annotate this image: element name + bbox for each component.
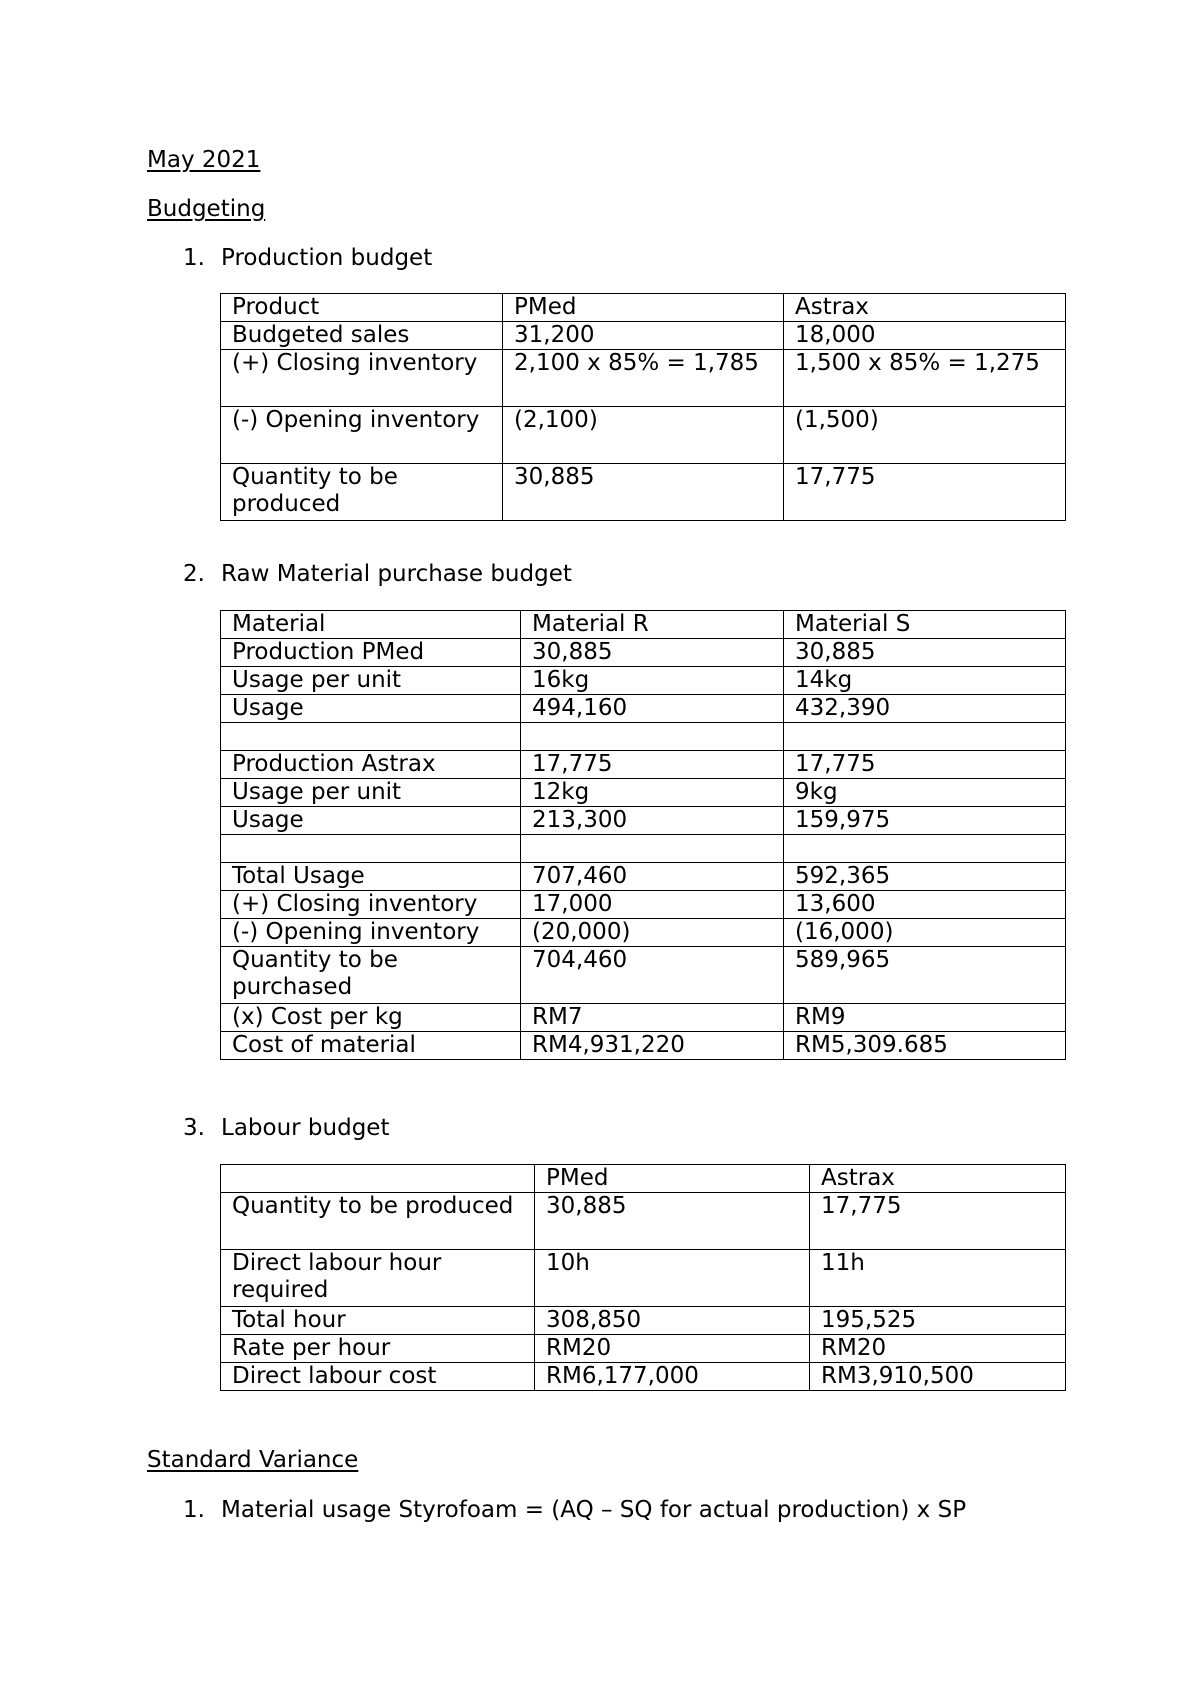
table-row bbox=[221, 919, 1066, 947]
table-cell: Direct labour hour required bbox=[221, 1250, 535, 1307]
material-usage-formula bbox=[183, 1496, 966, 1524]
table-header-cell: Product bbox=[221, 294, 503, 322]
table-cell: 17,775 bbox=[784, 464, 1066, 521]
table-row bbox=[221, 807, 1066, 835]
table-cell: Quantity to be produced bbox=[221, 1193, 535, 1250]
table-cell: RM7 bbox=[521, 1004, 784, 1032]
table-row bbox=[221, 1250, 1066, 1307]
table-cell: 13,600 bbox=[784, 891, 1066, 919]
table-cell: 16kg bbox=[521, 667, 784, 695]
list-title: Material usage Styrofoam = (AQ – SQ for actual production) x SP bbox=[221, 1497, 967, 1523]
standard-variance-heading: Standard Variance bbox=[147, 1447, 359, 1473]
table-cell: (1,500) bbox=[784, 407, 1066, 464]
table-header-cell: Material bbox=[221, 611, 521, 639]
table-cell: RM9 bbox=[784, 1004, 1066, 1032]
table-cell: (-) Opening inventory bbox=[221, 407, 503, 464]
table-row bbox=[221, 464, 1066, 521]
table-cell: 1,500 x 85% = 1,275 bbox=[784, 350, 1066, 407]
table-cell: 432,390 bbox=[784, 695, 1066, 723]
list-number: 1. bbox=[183, 1497, 205, 1523]
table-cell: Usage per unit bbox=[221, 779, 521, 807]
table-cell: 9kg bbox=[784, 779, 1066, 807]
list-title: Production budget bbox=[221, 245, 433, 271]
table-cell: 707,460 bbox=[521, 863, 784, 891]
table-row bbox=[221, 667, 1066, 695]
table-cell: 11h bbox=[810, 1250, 1066, 1307]
labour-budget-heading bbox=[183, 1114, 389, 1142]
list-title: Raw Material purchase budget bbox=[221, 561, 572, 587]
table-cell: RM5,309.685 bbox=[784, 1032, 1066, 1060]
table-row bbox=[221, 695, 1066, 723]
table-row bbox=[221, 947, 1066, 1004]
table-row bbox=[221, 1032, 1066, 1060]
table-row bbox=[221, 639, 1066, 667]
labour-budget-table bbox=[220, 1164, 1066, 1391]
table-cell: 14kg bbox=[784, 667, 1066, 695]
table-cell: Quantity to be produced bbox=[221, 464, 503, 521]
table-header-cell: Astrax bbox=[810, 1165, 1066, 1193]
table-cell bbox=[221, 723, 521, 751]
list-number: 1. bbox=[183, 245, 205, 271]
table-cell: Usage per unit bbox=[221, 667, 521, 695]
table-header-cell: PMed bbox=[503, 294, 784, 322]
table-header-cell: Material S bbox=[784, 611, 1066, 639]
table-cell: (16,000) bbox=[784, 919, 1066, 947]
production-budget-table bbox=[220, 293, 1066, 521]
table-cell: 31,200 bbox=[503, 322, 784, 350]
table-cell: (-) Opening inventory bbox=[221, 919, 521, 947]
table-cell: (x) Cost per kg bbox=[221, 1004, 521, 1032]
table-row bbox=[221, 891, 1066, 919]
material-budget-table bbox=[220, 610, 1066, 1060]
table-cell: 18,000 bbox=[784, 322, 1066, 350]
table-cell: Direct labour cost bbox=[221, 1363, 535, 1391]
table-cell: Rate per hour bbox=[221, 1335, 535, 1363]
table-cell bbox=[521, 835, 784, 863]
table-cell: 704,460 bbox=[521, 947, 784, 1004]
table-cell: 30,885 bbox=[521, 639, 784, 667]
table-header-row bbox=[221, 1165, 1066, 1193]
table-row bbox=[221, 407, 1066, 464]
table-cell: (+) Closing inventory bbox=[221, 350, 503, 407]
table-row bbox=[221, 1307, 1066, 1335]
table-header-row bbox=[221, 611, 1066, 639]
table-row bbox=[221, 751, 1066, 779]
table-cell: 10h bbox=[535, 1250, 810, 1307]
table-cell: 159,975 bbox=[784, 807, 1066, 835]
budgeting-heading: Budgeting bbox=[147, 196, 266, 222]
table-cell: (2,100) bbox=[503, 407, 784, 464]
table-cell: Quantity to be purchased bbox=[221, 947, 521, 1004]
table-cell: 30,885 bbox=[535, 1193, 810, 1250]
table-cell: Cost of material bbox=[221, 1032, 521, 1060]
table-cell: Budgeted sales bbox=[221, 322, 503, 350]
table-row bbox=[221, 1193, 1066, 1250]
table-row bbox=[221, 350, 1066, 407]
table-row bbox=[221, 322, 1066, 350]
table-row-empty bbox=[221, 835, 1066, 863]
table-header-cell: Astrax bbox=[784, 294, 1066, 322]
table-cell: (+) Closing inventory bbox=[221, 891, 521, 919]
table-row-empty bbox=[221, 723, 1066, 751]
list-number: 2. bbox=[183, 561, 205, 587]
table-header-cell: PMed bbox=[535, 1165, 810, 1193]
material-budget-heading bbox=[183, 560, 572, 588]
table-cell: (20,000) bbox=[521, 919, 784, 947]
table-cell: 592,365 bbox=[784, 863, 1066, 891]
table-cell: 17,000 bbox=[521, 891, 784, 919]
table-cell: 30,885 bbox=[503, 464, 784, 521]
table-row bbox=[221, 1004, 1066, 1032]
table-cell: RM20 bbox=[810, 1335, 1066, 1363]
table-row bbox=[221, 779, 1066, 807]
production-budget-heading bbox=[183, 244, 432, 272]
table-cell: Production PMed bbox=[221, 639, 521, 667]
table-header-cell: Material R bbox=[521, 611, 784, 639]
table-cell bbox=[784, 835, 1066, 863]
table-cell: 17,775 bbox=[784, 751, 1066, 779]
table-row bbox=[221, 1335, 1066, 1363]
table-row bbox=[221, 863, 1066, 891]
list-title: Labour budget bbox=[221, 1115, 390, 1141]
table-cell: RM6,177,000 bbox=[535, 1363, 810, 1391]
table-header-cell bbox=[221, 1165, 535, 1193]
table-cell bbox=[221, 835, 521, 863]
table-cell: 308,850 bbox=[535, 1307, 810, 1335]
table-cell: RM3,910,500 bbox=[810, 1363, 1066, 1391]
table-cell bbox=[784, 723, 1066, 751]
table-cell: 30,885 bbox=[784, 639, 1066, 667]
table-cell: 195,525 bbox=[810, 1307, 1066, 1335]
table-cell: 12kg bbox=[521, 779, 784, 807]
table-cell: 589,965 bbox=[784, 947, 1066, 1004]
table-cell: RM4,931,220 bbox=[521, 1032, 784, 1060]
table-cell: Total hour bbox=[221, 1307, 535, 1335]
table-cell: 17,775 bbox=[521, 751, 784, 779]
table-cell: 213,300 bbox=[521, 807, 784, 835]
table-cell: 494,160 bbox=[521, 695, 784, 723]
table-cell: 2,100 x 85% = 1,785 bbox=[503, 350, 784, 407]
table-cell: Production Astrax bbox=[221, 751, 521, 779]
table-cell: Usage bbox=[221, 807, 521, 835]
table-cell: Total Usage bbox=[221, 863, 521, 891]
date-heading: May 2021 bbox=[147, 147, 261, 173]
table-cell: Usage bbox=[221, 695, 521, 723]
table-cell: RM20 bbox=[535, 1335, 810, 1363]
table-header-row bbox=[221, 294, 1066, 322]
table-row bbox=[221, 1363, 1066, 1391]
table-cell bbox=[521, 723, 784, 751]
table-cell: 17,775 bbox=[810, 1193, 1066, 1250]
list-number: 3. bbox=[183, 1115, 205, 1141]
